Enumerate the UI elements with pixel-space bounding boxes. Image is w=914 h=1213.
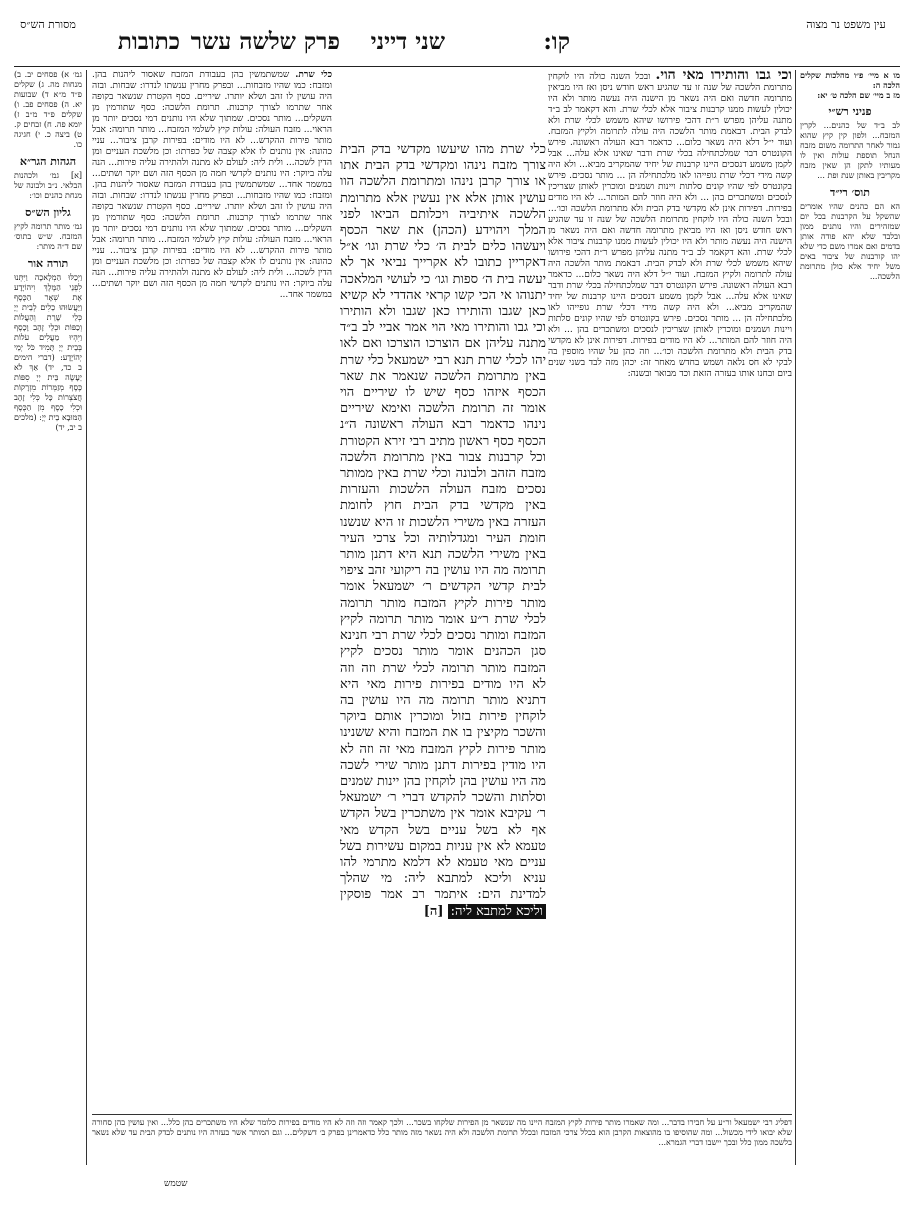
mesorah-label: מסורת הש״ס: [20, 18, 76, 31]
printer-signature: שטמש: [164, 1179, 188, 1189]
ein-mishpat-column: [800, 70, 900, 1165]
hagahot-text: [א] גמ׳ ולכהנות הבלאי. נ״ב ולבונה של מנחת כהנים וכו׳:: [14, 171, 82, 200]
tosafot-text-continued: ובכל השנה כולה היו לוקחין מתרומת הלשכה של שנה זו עד שהגיע ראש חודש ניסן ואז היו מביאין מתרומה חדשה ואם היה נשאר מן הישנה היה נעשה מותר ולא היו יכולין לעשות ממנו קרבנות ציבור אלא לכלי שרת. והא דקאמר לב ב״ד מתנה עליהן מפרש ר״ת דהכי פירושו שיהא משמש לכלי שרת ולא לבדק הבית. דבאמת מותר הלשכה היה עולה לתרומה ולקיץ המזבח. ועוד י״ל דלא היה נשאר כלום... כדאמר רבא העולה ראשונה. פירש הקונטרס דבר שמלכתחילה בכלי שרת ודבר שאינו אלא עלה... אבל לקמן משמע דנסכים היינו קרבנות של יחיד שהמקריב מביא... ולא היה קשה מידי דכלי שרת גופייהו לאו מלכתחילה הן ... מותר נסכים. פירש בקונטרס לפי שהיו קונים סלתות ויינות ושמנים ומוכרין לאותן שצריכין לנסכים ומשתכרים בהן ... ולא היה חוזר להם המותר... לא היו מודים בפירות. דפירות אינן לא מקדשי בדק הבית ולא מתרומת הלשכה וכו׳...: [548, 215, 792, 357]
gemara-siman: [ה]: [423, 903, 444, 919]
ein-mishpat-entry-1: מו א מיי׳ פ״ו מהלכות שקלים הלכה ה:: [800, 70, 900, 90]
penei-rashi-heading: פניני רש״י: [828, 105, 872, 118]
tosafot-tail: וזה כהן על שהיו מוספין בה לבקי לא חס נלאה ושמש בחדש מאחר זה: יכהן מזה לבד בשני שנים ביום ובחנו אותו בעזרה הזאת וכד מבואר ובשנה:: [548, 347, 792, 379]
footer-rule: [92, 1114, 792, 1115]
perek-number: פרק שלשה עשר: [190, 28, 340, 55]
mesorah-text: גמ׳ א) פסחים יב. ב) מנחות מה. ג) שקלים פ״ד מ״א ד) שבועות יא. ה) פסחים פב. ו) שקלים פ״ד מ״ב ז) יומא פה. ח) זבחים ק. ט) ביצה כ. י) חגיגה כו.: [14, 70, 82, 149]
rashi-text-continued: שמשתמשין בהן בעבודת המזבח שאסור ליהנות בהן. ומזבח: כמו שהיו מזבחות... ובפרק מחרין ענשתו לנדרו: שבחות. ובזה היה עושין לו זהב ושלא יותרו. שיריים. כסף הקטרת שנשאר בקופה אחר שתרמו לצורך קרבנות. תרומת הלשכה: כסף שתורמין מן השקלים... מותר נסכים. שמתוך שלא היו נותנים דמי נסכים יותר מן הראוי... מזבח העולה: עולות קיץ לשלמי המזבח... מותר תרומה: אבל מותר פירות ההקדש... לא היו מודים: בפירות קרבן ציבור... עניי כהונה: אין נותנים לו אלא קצבה של כפרתו: וכן מלשכת העניים ומן הדין לשכה... ולית ליה: לעולם לא מתנה ולהתירה עליה פירות... הנה עלה ביוקר: היו נותנים לקדשי חמה מן הכסף הזה ושם יוקר ושתים... במשמר אחד...: [92, 180, 332, 300]
page-footer: [14, 1172, 900, 1202]
ein-mishpat-entry-2: מז ב מיי׳ שם הלכה ט׳ יא:: [817, 90, 900, 100]
footer-text: דפליג רבי ישמעאל ור״ע על חבירו בדבר... ומה שאמרו מותר פירות לקיץ המזבח היינו מה שנשאר מן הפירות שלקחו בשכר... ולכך קאמר וזה וזה לא היו מודים בפירות כלומר שלא היו משתכרים בהן כלל... ואין עושין בהן סחורה שלא יבואו לידי מכשול... ומה שהוסיפו בו מהוצאות הקרבן הוא בכלל צרכי המזבח ובכלל תרומת הלשכה ולא היה נשאר מזה מותר כלל כדאמרינן בפרק ב׳ דשקלים... וגם המותר אשר בעזרה היו נותנים לבדק הבית עד שלא נשאר בלשכה ממון כלל ובכך יישבו דברי הגמרא...: [92, 1118, 792, 1147]
gemara-text-block: [340, 142, 546, 1062]
ein-mishpat-label: עין משפט נר מצוה: [806, 18, 886, 31]
rashi-dibur: כלי שרת.: [295, 70, 332, 80]
left-margin-divider: [86, 70, 87, 1165]
penei-rashi-text: לב ב״ד של כהנים... לקרין המזבח... ולפון קין קיץ שהוא גמור לאחר התרומה משום מזבח הנחל תוספת עולות ואין לו מעותיו לתקן הן שאין מזבח מקריבין באותן שנת ופת ...: [800, 121, 900, 180]
tosafot-text: ובכל השנה כולה היו לוקחין מתרומת הלשכה של שנה זו עד שהגיע ראש חודש ניסן ואז היו מביאין מתרומה חדשה ואם היה נשאר מן הישנה היה נעשה מותר ולא היו יכולין לעשות ממנו קרבנות ציבור אלא לכלי שרת. והא דקאמר לב ב״ד מתנה עליהן מפרש ר״ת דהכי פירושו שיהא משמש לכלי שרת ולא לבדק הבית. דבאמת מותר הלשכה היה עולה לתרומה ולקיץ המזבח. ועוד י״ל דלא היה נשאר כלום... כדאמר רבא העולה ראשונה. פירש הקונטרס דבר שמלכתחילה בכלי שרת ודבר שאינו אלא עלה... אבל לקמן משמע דנסכים היינו קרבנות של יחיד שהמקריב מביא... ולא היה קשה מידי דכלי שרת גופייהו לאו מלכתחילה הן ... מותר נסכים. פירש בקונטרס לפי שהיו קונים סלתות ויינות ושמנים ומוכרין לאותן שצריכין לנסכים ומשתכרים בהן ... ולא היה חוזר להם המותר... לא היו מודים בפירות. דפירות אינן לא מקדשי בדק הבית ולא מתרומת הלשכה וכו׳...: [548, 72, 792, 214]
gemara-highlight: וליכא למתבא ליה:: [448, 904, 546, 919]
gilyon-heading: גליון הש״ס: [25, 206, 71, 219]
tosafot-commentary: [548, 70, 792, 1110]
tosafot-rid-text: הא הם כהנים שהיו אומרים שהשקל על הקרבנות בכל יום שמזהירים והיו נותנים ממון ובלבד שלא יהא פודה אותן בדמים ואם אמרו משם כדי שלא יהו קורבנות של ציבור באים משל יחיד אלא כולן מתרומת הלשכה...: [800, 202, 900, 281]
header-rule: [14, 66, 900, 67]
tosafot-dibur: וכי גבו והותירו מאי הוי.: [655, 70, 792, 83]
mesorah-column: [14, 70, 82, 1165]
rashi-commentary: [92, 70, 332, 1110]
gemara-text: כלי שרת מהו שיעשו מקדשי בדק הבית צורך מזבח נינהו ומקדשי בדק הבית אתו או צורך קרבן נינהו ומתרומת הלשכה הוו עושין אותן אלא אין נעשין אלא מתרומת הלשכה איתיביה ויכלותם הביאו לפני המלך ויהוידע (הכהן) את שאר הכסף ויעשהו כלים לבית ה׳ כלי שרת וגו׳ א״ל דאקריין כתובו לא אקרייך נביאי אך לא יעשה בית ה׳ ספות וגו׳ כי לעושי המלאכה יתנוהו אי הכי קשו קראי אהדדי לא קשיא כאן שגבו והותירו כאן שגבו ולא הותירו וכי גבו והותירו מאי הוי אמר אביי לב ב״ד מתנה עליהן אם הוצרכו הוצרכו ואם לאו יהו לכלי שרת תנא רבי ישמעאל כלי שרת באין מתרומת הלשכה שנאמר את שאר הכסף איזהו כסף שיש לו שיריים הוי אומר זה תרומת הלשכה ואימא שיריים נינהו כדאמר רבא העולה ראשונה ה״נ הכסף כסף ראשון מתיב רבי זירא הקטורת וכל קרבנות צבור באין מתרומת הלשכה מזבח הזהב ולבונה וכלי שרת באין ממותר נסכים מזבח העולה הלשכות והעזרות באין מקדשי בדק הבית חוץ לחומת העזרה באין משירי הלשכות זו היא שנשנו חומת העיר ומגדלותיה וכל צרכי העיר באין משירי הלשכה תנא היא דתנן מותר תרומה מה היו עושין בה ריקועי זהב ציפוי לבית קדשי הקדשים ר׳ ישמעאל אומר מותר פירות לקיץ המזבח מותר תרומה לכלי שרת ר״ע אומר מותר תרומה לקיץ המזבח ומותר נסכים לכלי שרת רבי חנינא סגן הכהנים אומר מותר נסכים לקיץ המזבח מותר תרומה לכלי שרת וזה וזה לא היו מודים בפירות פירות מאי היא דתניא מותר תרומה מה היו עושין בה לוקחין פירות בזול ומוכרין אותם ביוקר והשכר מקיצין בו את המזבח והיא ששנינו מותר פירות לקיץ המזבח מאי זה וזה לא היו מודין בפירות דתנן מותר שירי לשכה מה היו עושין בהן לוקחין בהן יינות שמנים וסלתות והשכר להקדש דברי ר׳ ישמעאל ר׳ עקיבא אומר אין משתכרין בשל הקדש אף לא בשל עניים בשל הקדש מאי טעמא לא אין עניות במקום עשירות בשל עניים מאי טעמא לא דלמא מתרמי להו עניא וליכא למתבא ליה: מי שהלך למדינת הים: איתמר רב אמר פוסקין: [340, 142, 546, 903]
chapter-name: שני דייני: [370, 28, 445, 55]
page-header: [14, 12, 900, 66]
torah-or-text: וַיְכַלּוּ הַמְלָאכָה וַיִּתְּנוּ לִפְנֵי הַמֶּלֶךְ וִיהוֹיָדָע אֶת שְׁאָר הַכֶּסֶף וַיַּעֲשׂוּהוּ כֵלִים לְבֵית יְיָ כְּלֵי שָׁרֵת וְהַעֲלוֹת וְכַפּוֹת וּכְלֵי זָהָב וָכָסֶף וַיִּהְיוּ מַעֲלִים עֹלוֹת בְּבֵית יְיָ תָּמִיד כֹּל יְמֵי יְהוֹיָדָע: (דברי הימים ב כד, יד) אַךְ לֹא יֵעָשֶׂה בֵּית יְיָ סִפּוֹת כֶּסֶף מְזַמְּרוֹת מִזְרָקוֹת חֲצֹצְרוֹת כָּל כְּלִי זָהָב וּכְלִי כָסֶף מִן הַכֶּסֶף הַמּוּבָא בֵית יְיָ: (מלכים ב יב, יד): [14, 273, 82, 432]
gilyon-text: גמ׳ מותר תרומה לקיץ המזבח. ש״ש בתוס׳ שם ד״ה מותר:: [14, 222, 82, 251]
tosafot-rid-heading: תוס׳ רי״ד: [830, 186, 870, 199]
hagahot-heading: הגהות הגר״א: [19, 155, 77, 168]
torah-or-heading: תורה אור: [27, 257, 69, 270]
rashi-text: שמשתמשין בהן בעבודת המזבח שאסור ליהנות בהן. ומזבח: כמו שהיו מזבחות... ובפרק מחרין ענשתו לנדרו: שבחות. ובזה היה עושין לו זהב ושלא יותרו. שיריים. כסף הקטרת שנשאר בקופה אחר שתרמו לצורך קרבנות. תרומת הלשכה: כסף שתורמין מן השקלים... מותר נסכים. שמתוך שלא היו נותנים דמי נסכים יותר מן הראוי... מזבח העולה: עולות קיץ לשלמי המזבח... מותר תרומה: אבל מותר פירות ההקדש... לא היו מודים: בפירות קרבן ציבור... עניי כהונה: אין נותנים לו אלא קצבה של כפרתו: וכן מלשכת העניים ומן הדין לשכה... ולית ליה: לעולם לא מתנה ולהתירה עליה פירות... הנה עלה ביוקר: היו נותנים לקדשי חמה מן הכסף הזה ושם יוקר ושתים... במשמר אחד...: [92, 70, 332, 190]
right-margin-divider: [795, 70, 796, 1165]
tractate-name: כתובות: [117, 28, 180, 55]
footer-commentary: [92, 1118, 792, 1170]
page-number: קו:: [543, 28, 570, 55]
talmud-page: [14, 12, 900, 1202]
